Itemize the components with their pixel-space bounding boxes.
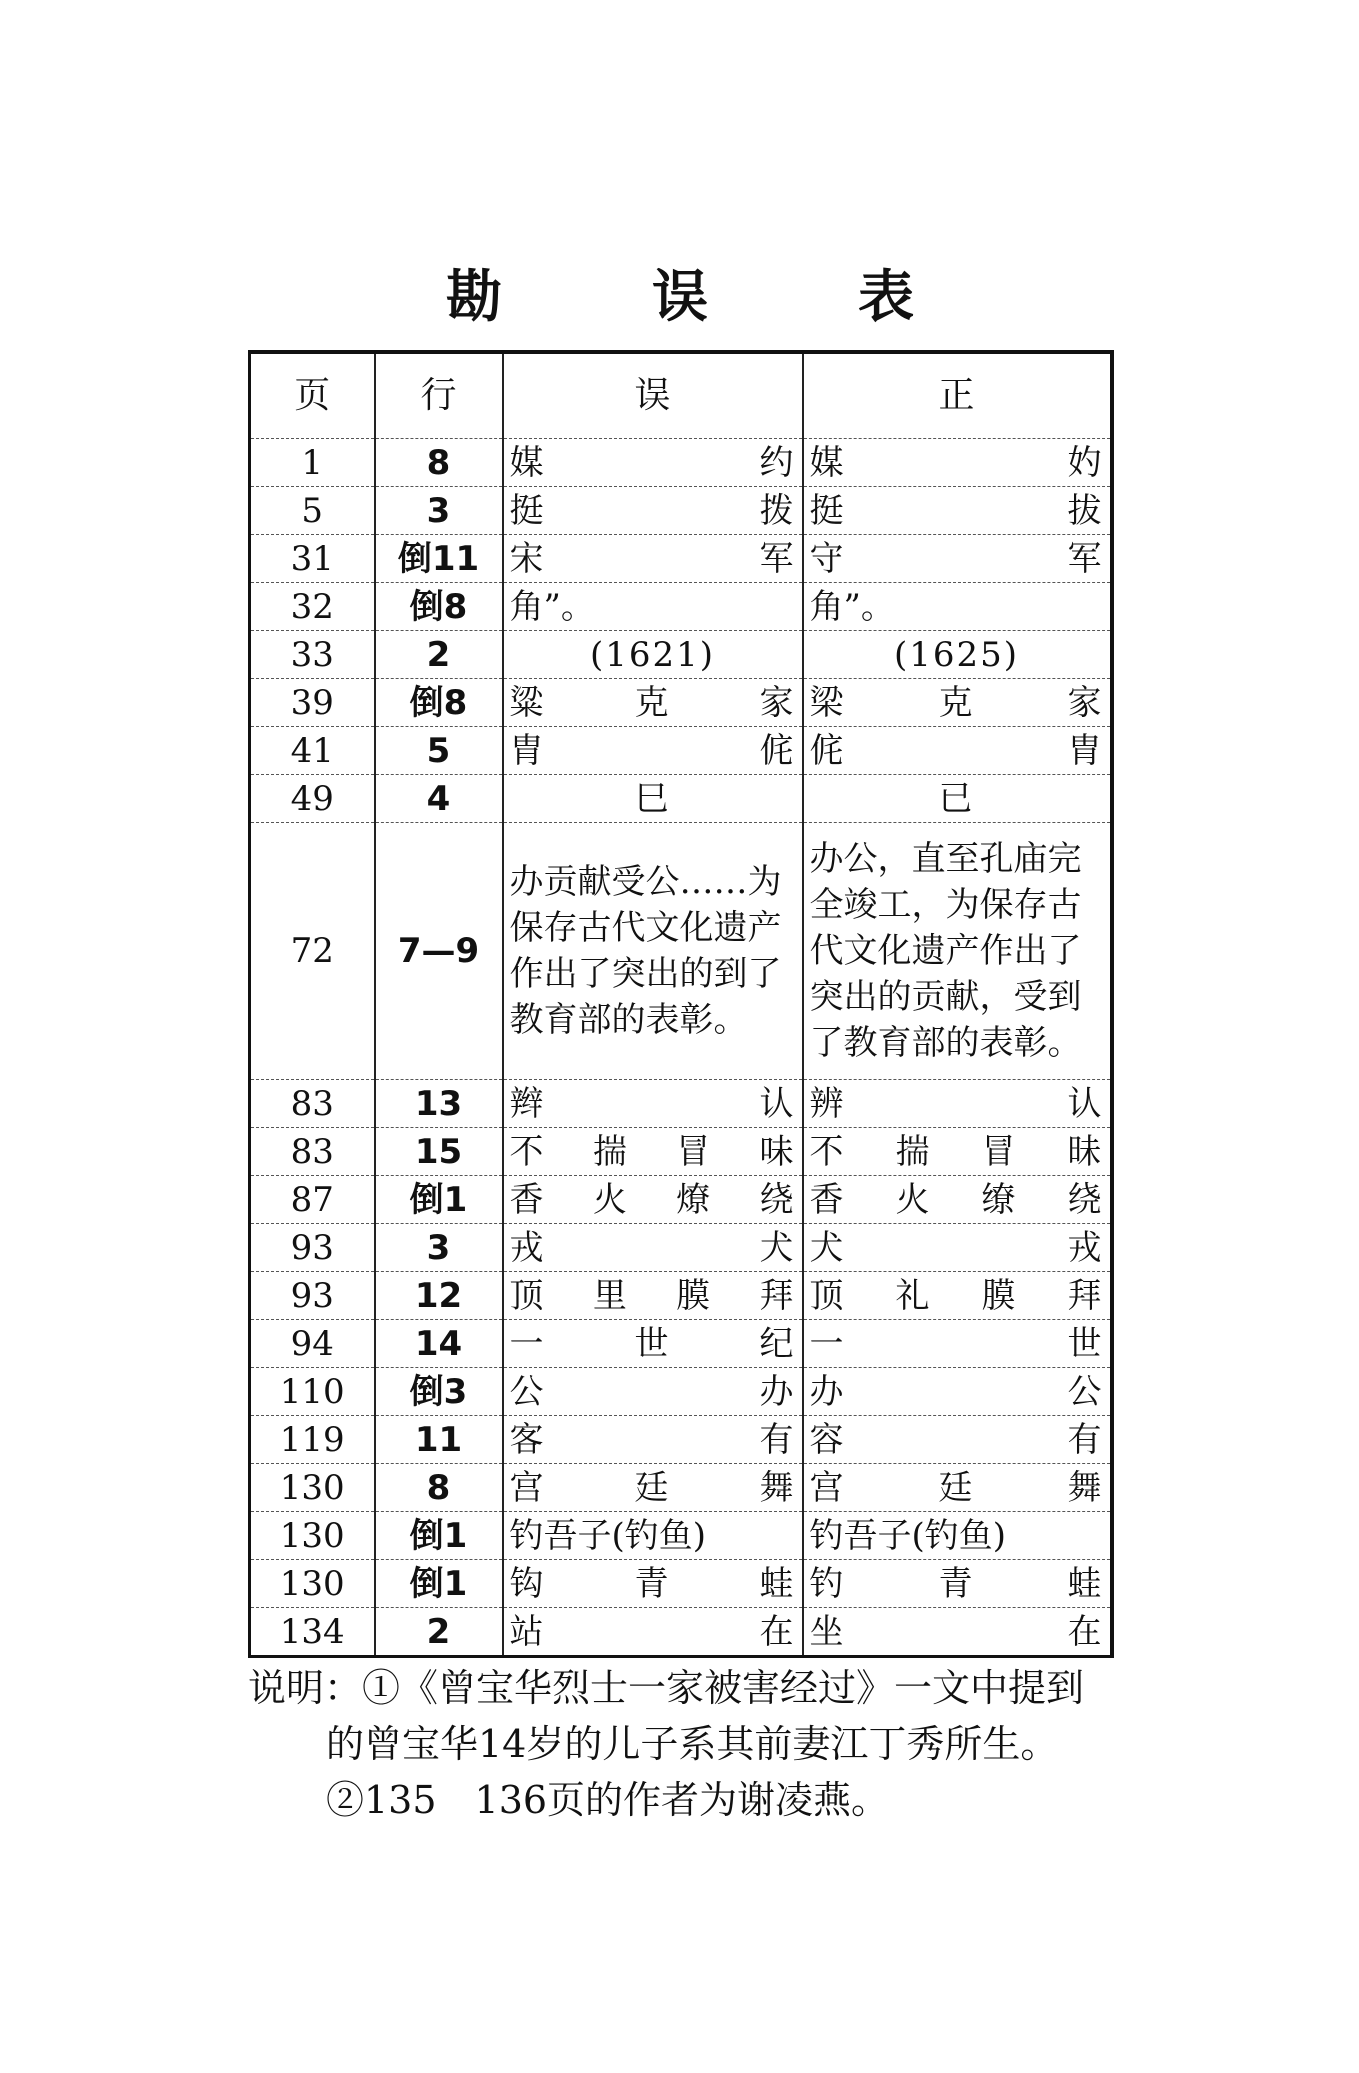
cell-line: 2 xyxy=(375,1608,503,1657)
table-row xyxy=(250,583,1112,631)
cell-correction: 已 xyxy=(803,775,1112,823)
table-row xyxy=(250,727,1112,775)
cell-correction: 香火缭绕 xyxy=(803,1176,1112,1224)
cell-correction: 宫廷舞 xyxy=(803,1464,1112,1512)
table-row xyxy=(250,487,1112,535)
table-row xyxy=(250,1080,1112,1128)
cell-error: 不揣冒味 xyxy=(503,1128,803,1176)
cell-line: 4 xyxy=(375,775,503,823)
cell-page: 39 xyxy=(250,679,375,727)
table-row xyxy=(250,1464,1112,1512)
cell-line: 2 xyxy=(375,631,503,679)
cell-correction: 侂 胄 xyxy=(803,727,1112,775)
cell-line: 倒8 xyxy=(375,679,503,727)
cell-correction: 办 公 xyxy=(803,1368,1112,1416)
table-row xyxy=(250,1368,1112,1416)
cell-line: 3 xyxy=(375,487,503,535)
cell-line: 倒3 xyxy=(375,1368,503,1416)
cell-error: 一世纪 xyxy=(503,1320,803,1368)
cell-error: 巳 xyxy=(503,775,803,823)
cell-page: 87 xyxy=(250,1176,375,1224)
cell-page: 31 xyxy=(250,535,375,583)
cell-correction: 犬 戎 xyxy=(803,1224,1112,1272)
header-correction: 正 xyxy=(803,352,1112,439)
cell-page: 93 xyxy=(250,1272,375,1320)
cell-page: 130 xyxy=(250,1464,375,1512)
footnote-line-3: ②135 136页的作者为谢凌燕。 xyxy=(326,1778,890,1822)
table-row xyxy=(250,775,1112,823)
table-header-row xyxy=(250,352,1112,439)
footnote xyxy=(248,1660,1128,1828)
errata-table xyxy=(248,350,1114,1658)
cell-error: (1621) xyxy=(503,631,803,679)
header-line: 行 xyxy=(375,352,503,439)
cell-line: 15 xyxy=(375,1128,503,1176)
table-row xyxy=(250,1560,1112,1608)
cell-correction: (1625) xyxy=(803,631,1112,679)
footnote-line-1: 说明：①《曾宝华烈士一家被害经过》一文中提到 xyxy=(248,1666,1085,1710)
cell-error: 站 在 xyxy=(503,1608,803,1657)
table-row xyxy=(250,631,1112,679)
cell-page: 5 xyxy=(250,487,375,535)
table-row xyxy=(250,679,1112,727)
cell-line: 倒8 xyxy=(375,583,503,631)
cell-error: 顶里膜拜 xyxy=(503,1272,803,1320)
cell-page: 32 xyxy=(250,583,375,631)
cell-line: 3 xyxy=(375,1224,503,1272)
cell-correction: 守 军 xyxy=(803,535,1112,583)
cell-line: 8 xyxy=(375,439,503,487)
cell-line: 倒1 xyxy=(375,1512,503,1560)
table-row xyxy=(250,1272,1112,1320)
cell-correction: 挺 拔 xyxy=(803,487,1112,535)
cell-line: 倒1 xyxy=(375,1560,503,1608)
cell-page: 130 xyxy=(250,1560,375,1608)
cell-error: 辫 认 xyxy=(503,1080,803,1128)
cell-error: 宋 军 xyxy=(503,535,803,583)
footnote-line-2: 的曾宝华14岁的儿子系其前妻江丁秀所生。 xyxy=(326,1722,1059,1766)
cell-page: 119 xyxy=(250,1416,375,1464)
cell-correction: 媒 妁 xyxy=(803,439,1112,487)
cell-correction: 角”。 xyxy=(803,583,1112,631)
table-row xyxy=(250,535,1112,583)
table-row xyxy=(250,1608,1112,1657)
cell-page: 83 xyxy=(250,1080,375,1128)
cell-error: 香火燎绕 xyxy=(503,1176,803,1224)
table-row xyxy=(250,823,1112,1080)
cell-page: 83 xyxy=(250,1128,375,1176)
cell-error: 宫廷舞 xyxy=(503,1464,803,1512)
table-row xyxy=(250,439,1112,487)
cell-line: 14 xyxy=(375,1320,503,1368)
table-row xyxy=(250,1320,1112,1368)
cell-line: 12 xyxy=(375,1272,503,1320)
cell-error: 戎 犬 xyxy=(503,1224,803,1272)
cell-page: 41 xyxy=(250,727,375,775)
cell-error: 胄 侂 xyxy=(503,727,803,775)
cell-correction: 坐 在 xyxy=(803,1608,1112,1657)
header-page: 页 xyxy=(250,352,375,439)
page-title: 勘误表 xyxy=(446,264,1064,330)
table-row xyxy=(250,1128,1112,1176)
cell-page: 130 xyxy=(250,1512,375,1560)
header-error: 误 xyxy=(503,352,803,439)
cell-line: 5 xyxy=(375,727,503,775)
cell-error: 客 有 xyxy=(503,1416,803,1464)
cell-line: 11 xyxy=(375,1416,503,1464)
cell-line: 倒11 xyxy=(375,535,503,583)
cell-page: 33 xyxy=(250,631,375,679)
cell-page: 134 xyxy=(250,1608,375,1657)
cell-page: 49 xyxy=(250,775,375,823)
cell-correction: 不揣冒昧 xyxy=(803,1128,1112,1176)
cell-error: 粱克家 xyxy=(503,679,803,727)
cell-correction: 容 有 xyxy=(803,1416,1112,1464)
cell-line: 8 xyxy=(375,1464,503,1512)
cell-correction: 钓吾子(钓鱼) xyxy=(803,1512,1112,1560)
cell-page: 110 xyxy=(250,1368,375,1416)
table-row xyxy=(250,1512,1112,1560)
cell-page: 72 xyxy=(250,823,375,1080)
cell-error: 钩青蛙 xyxy=(503,1560,803,1608)
table-row xyxy=(250,1224,1112,1272)
cell-error: 钓吾子(钓鱼) xyxy=(503,1512,803,1560)
table-row xyxy=(250,1416,1112,1464)
cell-error: 挺 拨 xyxy=(503,487,803,535)
cell-correction: 钓青蛙 xyxy=(803,1560,1112,1608)
cell-line: 13 xyxy=(375,1080,503,1128)
cell-line: 7—9 xyxy=(375,823,503,1080)
cell-correction: 办公，直至孔庙完全竣工，为保存古代文化遗产作出了突出的贡献，受到了教育部的表彰。 xyxy=(803,823,1112,1080)
cell-correction: 顶礼膜拜 xyxy=(803,1272,1112,1320)
cell-page: 1 xyxy=(250,439,375,487)
cell-error: 媒 约 xyxy=(503,439,803,487)
cell-line: 倒1 xyxy=(375,1176,503,1224)
table-row xyxy=(250,1176,1112,1224)
cell-correction: 一 世 xyxy=(803,1320,1112,1368)
cell-error: 办贡献受公……为保存古代文化遗产作出了突出的到了教育部的表彰。 xyxy=(503,823,803,1080)
cell-page: 94 xyxy=(250,1320,375,1368)
cell-correction: 辨 认 xyxy=(803,1080,1112,1128)
cell-correction: 梁克家 xyxy=(803,679,1112,727)
cell-error: 角”。 xyxy=(503,583,803,631)
cell-page: 93 xyxy=(250,1224,375,1272)
cell-error: 公 办 xyxy=(503,1368,803,1416)
